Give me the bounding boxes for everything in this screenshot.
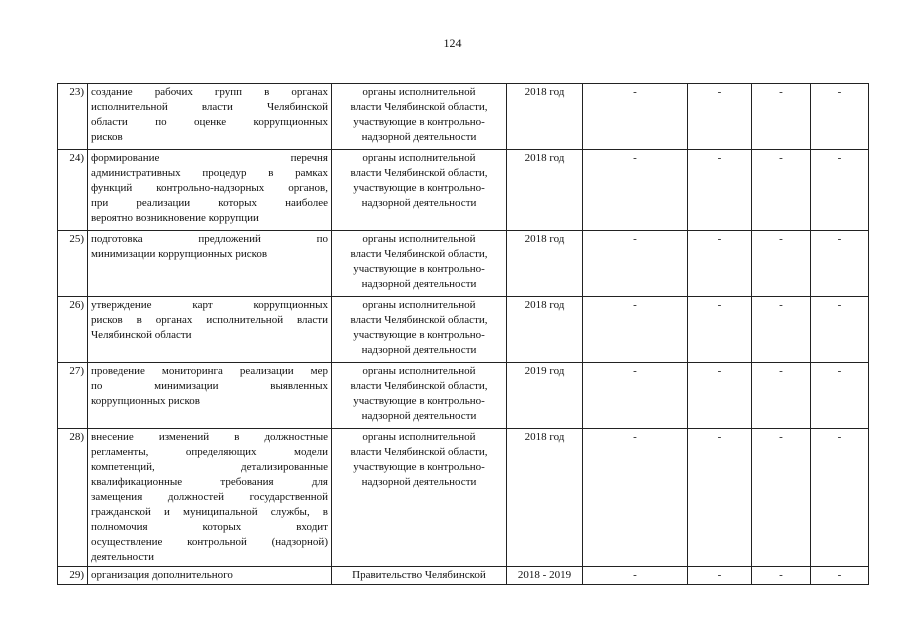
measure-description-line: компетенций, детализированные [91, 461, 328, 473]
measure-description-line: коррупционных рисков [91, 395, 200, 407]
value-cell: - [583, 429, 688, 567]
executor-line: органы исполнительной [362, 86, 476, 98]
measure-description-line: полномочия которых входит [91, 521, 328, 533]
measure-description [88, 297, 332, 363]
measure-description-line: функций контрольно-надзорных органов, [91, 182, 328, 194]
row-number: 29) [58, 567, 88, 585]
executor [332, 297, 507, 363]
executor-line: надзорной деятельности [361, 131, 477, 143]
deadline: 2018 год [507, 150, 583, 231]
executor-line: участвующие в контрольно- [353, 461, 485, 473]
row-number: 24) [58, 150, 88, 231]
measure-description-line: деятельности [91, 551, 154, 563]
executor-line: органы исполнительной [362, 431, 476, 443]
value-cell: - [752, 567, 811, 585]
row-number: 28) [58, 429, 88, 567]
executor-line: участвующие в контрольно- [353, 182, 485, 194]
deadline: 2018 - 2019 [507, 567, 583, 585]
row-number: 27) [58, 363, 88, 429]
measure-description [88, 231, 332, 297]
executor-line: участвующие в контрольно- [353, 395, 485, 407]
executor-line: органы исполнительной [362, 299, 476, 311]
executor-line: надзорной деятельности [361, 197, 477, 209]
value-cell: - [811, 231, 869, 297]
measure-description [88, 150, 332, 231]
measure-description-line: гражданской и муниципальной службы, в [91, 506, 328, 518]
measure-description-line: осуществление контрольной (надзорной) [91, 536, 328, 548]
measure-description-line: организация дополнительного [91, 569, 233, 581]
executor-line: органы исполнительной [362, 152, 476, 164]
executor-line: власти Челябинской области, [350, 101, 488, 113]
value-cell: - [752, 150, 811, 231]
value-cell: - [688, 231, 752, 297]
measure-description-line: рисков [91, 131, 123, 143]
measure-description [88, 363, 332, 429]
row-number: 25) [58, 231, 88, 297]
measure-description [88, 84, 332, 150]
measure-description [88, 567, 332, 585]
measure-description-line: создание рабочих групп в органах [91, 86, 328, 98]
table-row [58, 429, 869, 567]
row-number: 23) [58, 84, 88, 150]
executor-line: надзорной деятельности [361, 278, 477, 290]
measure-description [88, 429, 332, 567]
table-row [58, 297, 869, 363]
measure-description-line: регламенты, определяющих модели [91, 446, 328, 458]
value-cell: - [583, 567, 688, 585]
value-cell: - [583, 150, 688, 231]
table-row [58, 231, 869, 297]
measure-description-line: минимизации коррупционных рисков [91, 248, 268, 260]
executor-line: органы исполнительной [362, 365, 476, 377]
executor-line: Правительство Челябинской [352, 569, 486, 581]
value-cell: - [811, 84, 869, 150]
measure-description-line: утверждение карт коррупционных [91, 299, 328, 311]
executor-line: власти Челябинской области, [350, 248, 488, 260]
executor-line: участвующие в контрольно- [353, 263, 485, 275]
executor-line: власти Челябинской области, [350, 380, 488, 392]
value-cell: - [752, 297, 811, 363]
measure-description-line: замещения должностей государственной [91, 491, 328, 503]
page-number: 124 [443, 36, 462, 50]
measure-description-line: внесение изменений в должностные [91, 431, 328, 443]
executor-line: надзорной деятельности [361, 476, 477, 488]
value-cell: - [688, 150, 752, 231]
executor [332, 567, 507, 585]
value-cell: - [811, 429, 869, 567]
value-cell: - [688, 84, 752, 150]
value-cell: - [752, 84, 811, 150]
value-cell: - [752, 363, 811, 429]
deadline: 2018 год [507, 297, 583, 363]
value-cell: - [583, 363, 688, 429]
measures-table [57, 83, 869, 585]
deadline: 2019 год [507, 363, 583, 429]
measure-description-line: исполнительной власти Челябинской [91, 101, 328, 113]
value-cell: - [811, 297, 869, 363]
value-cell: - [583, 297, 688, 363]
deadline: 2018 год [507, 231, 583, 297]
table-row [58, 84, 869, 150]
value-cell: - [688, 297, 752, 363]
measure-description-line: вероятно возникновение коррупции [91, 212, 259, 224]
executor [332, 150, 507, 231]
value-cell: - [811, 363, 869, 429]
measure-description-line: по минимизации выявленных [91, 380, 328, 392]
measure-description-line: административных процедур в рамках [91, 167, 328, 179]
value-cell: - [688, 567, 752, 585]
measure-description-line: при реализации которых наиболее [91, 197, 328, 209]
value-cell: - [688, 429, 752, 567]
value-cell: - [583, 84, 688, 150]
value-cell: - [811, 567, 869, 585]
executor-line: надзорной деятельности [361, 344, 477, 356]
executor [332, 429, 507, 567]
value-cell: - [752, 231, 811, 297]
executor-line: участвующие в контрольно- [353, 329, 485, 341]
executor [332, 363, 507, 429]
executor-line: надзорной деятельности [361, 410, 477, 422]
value-cell: - [752, 429, 811, 567]
executor [332, 231, 507, 297]
measure-description-line: формирование перечня [91, 152, 328, 164]
table-row [58, 567, 869, 585]
executor-line: власти Челябинской области, [350, 446, 488, 458]
measure-description-line: рисков в органах исполнительной власти [91, 314, 328, 326]
measure-description-line: проведение мониторинга реализации мер [91, 365, 328, 377]
measure-description-line: области по оценке коррупционных [91, 116, 328, 128]
table-row [58, 150, 869, 231]
executor-line: участвующие в контрольно- [353, 116, 485, 128]
measure-description-line: квалификационные требования для [91, 476, 328, 488]
value-cell: - [688, 363, 752, 429]
measure-description-line: подготовка предложений по [91, 233, 328, 245]
executor-line: органы исполнительной [362, 233, 476, 245]
value-cell: - [583, 231, 688, 297]
executor-line: власти Челябинской области, [350, 314, 488, 326]
executor [332, 84, 507, 150]
table-body [58, 84, 869, 585]
deadline: 2018 год [507, 429, 583, 567]
measure-description-line: Челябинской области [91, 329, 192, 341]
deadline: 2018 год [507, 84, 583, 150]
table-row [58, 363, 869, 429]
executor-line: власти Челябинской области, [350, 167, 488, 179]
row-number: 26) [58, 297, 88, 363]
value-cell: - [811, 150, 869, 231]
